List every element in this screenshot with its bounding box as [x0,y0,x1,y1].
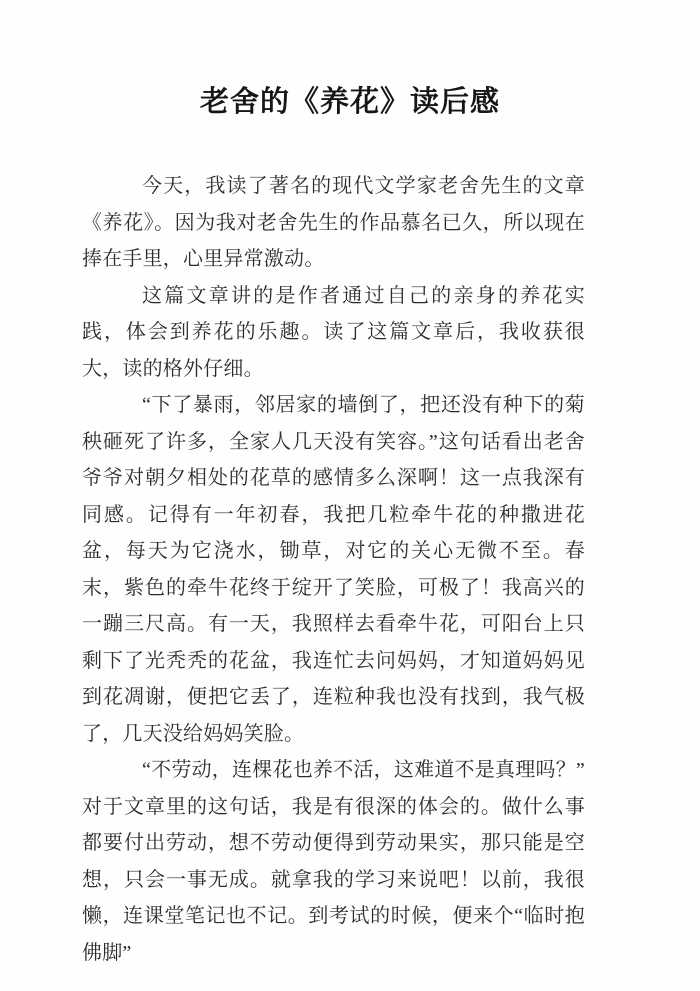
essay-title: 老舍的《养花》读后感 [199,84,500,118]
essay-paragraph-3: “下了暴雨，邻居家的墙倒了，把还没有种下的菊秧砸死了许多，全家人几天没有笑容。”这句话看出老舍爷爷对朝夕相处的花草的感情多么深啊！这一点我深有同感。记得有一年初春，我把几粒牵牛花的种撒进花盆，每天为它浇水，锄草，对它的关心无微不至。春末，紫色的牵牛花终于绽开了笑脸，可极了！我高兴的一蹦三尺高。有一天，我照样去看牵牛花，可阳台上只剩下了光秃秃的花盆，我连忙去问妈妈，才知道妈妈见到花凋谢，便把它丢了，连粒种我也没有找到，我气极了，几天没给妈妈笑脸。 [82,394,585,745]
essay-paragraph-4: “不劳动，连棵花也养不活，这难道不是真理吗？”对于文章里的这句话，我是有很深的体会的。做什么事都要付出劳动，想不劳动便得到劳动果实，那只能是空想，只会一事无成。就拿我的学习来说吧！以前，我很懒，连课堂笔记也不记。到考试的时候，便来个“临时抱佛脚” [82,759,585,964]
essay-paragraph-2: 这篇文章讲的是作者通过自己的亲身的养花实践，体会到养花的乐趣。读了这篇文章后，我收获很大，读的格外仔细。 [82,284,585,380]
essay-body [82,168,585,971]
essay-paragraph-1: 今天，我读了著名的现代文学家老舍先生的文章《养花》。因为我对老舍先生的作品慕名已久，所以现在捧在手里，心里异常激动。 [82,175,585,270]
